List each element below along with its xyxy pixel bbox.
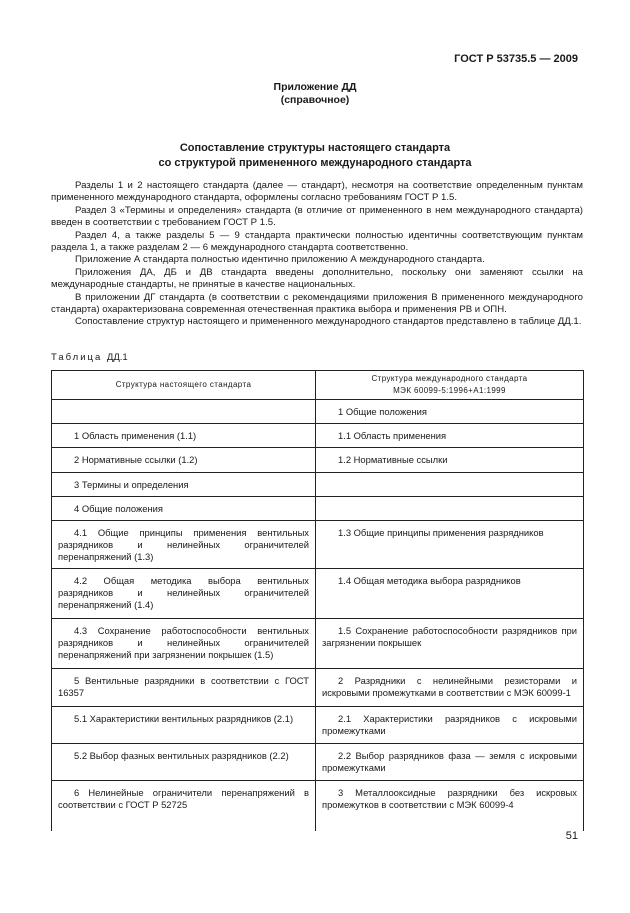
page-number: 51	[565, 830, 578, 842]
paragraph: Приложения ДА, ДБ и ДВ стандарта введены дополнительно, поскольку они заменяют ссылки на международные стандарты, не принятые в качестве национальных.	[51, 266, 583, 291]
appendix-heading	[0, 81, 630, 107]
paragraph: В приложении ДГ стандарта (в соответствии с рекомендациями приложения В примененного международного стандарта) охарактеризована современная отечественная практика выбора и применения РВ и ОПН.	[51, 291, 583, 316]
header-right-line-1: Структура международного стандарта	[371, 374, 528, 383]
cell-left: 4.3 Сохранение работоспособности вентильных разрядников и нелинейных ограничителей перенапряжений при загрязнении покрышек (1.5)	[52, 619, 316, 669]
table-row	[52, 744, 584, 781]
cell-left: 2 Нормативные ссылки (1.2)	[52, 448, 316, 473]
table-row	[52, 400, 584, 424]
cell-right: 1.1 Область применения	[316, 424, 584, 448]
paragraph: Приложение А стандарта полностью идентично приложению А международного стандарта.	[75, 254, 485, 266]
cell-left: 4 Общие положения	[52, 497, 316, 521]
paragraph: Раздел 4, а также разделы 5 — 9 стандарта практически полностью идентичны соответствующим пунктам раздела 1, а также разделам 2 — 6 международного стандарта соответственно.	[51, 229, 583, 254]
table-row	[52, 569, 584, 619]
table-row	[52, 521, 584, 569]
appendix-title: Приложение ДД	[273, 81, 357, 93]
document-header: ГОСТ Р 53735.5 — 2009	[454, 53, 578, 65]
cell-left: 5.2 Выбор фазных вентильных разрядников (2.2)	[52, 744, 316, 781]
cell-left: 5 Вентильные разрядники в соответствии с ГОСТ 16357	[52, 669, 316, 707]
header-right	[316, 371, 584, 400]
table-row	[52, 497, 584, 521]
cell-right: 2 Разрядники с нелинейными резисторами и искровыми промежутками в соответствии с МЭК 60099-1	[316, 669, 584, 707]
table-row	[52, 448, 584, 473]
cell-left: 5.1 Характеристики вентильных разрядников (2.1)	[52, 707, 316, 744]
table-row	[52, 707, 584, 744]
paragraph: Раздел 3 «Термины и определения» стандарта (в отличие от примененного в нем международного стандарта) введен в соответствии с требованием ГОСТ Р 1.5.	[51, 204, 583, 229]
section-title-line-1: Сопоставление структуры настоящего стандарта	[179, 142, 451, 154]
cell-right: 1.3 Общие принципы применения разрядников	[316, 521, 584, 569]
cell-right: 1 Общие положения	[316, 400, 584, 424]
cell-left	[52, 400, 316, 424]
comparison-table	[51, 370, 584, 831]
cell-right: 2.1 Характеристики разрядников с искровыми промежутками	[316, 707, 584, 744]
cell-right: 1.2 Нормативные ссылки	[316, 448, 584, 473]
table-caption	[51, 352, 128, 363]
cell-right: 1.5 Сохранение работоспособности разрядников при загрязнении покрышек	[316, 619, 584, 669]
cell-left: 4.2 Общая методика выбора вентильных разрядников и нелинейных ограничителей перенапряжений (1.4)	[52, 569, 316, 619]
paragraph: Сопоставление структур настоящего и примененного международного стандартов представлено в таблице ДД.1.	[75, 316, 582, 328]
cell-right	[316, 473, 584, 497]
appendix-subtitle: (справочное)	[280, 94, 350, 106]
paragraph: Разделы 1 и 2 настоящего стандарта (далее — стандарт), несмотря на соответствие определенным пунктам примененного международного стандарта, оформлены согласно требованиям ГОСТ Р 1.5.	[51, 180, 583, 204]
cell-right: 3 Металлооксидные разрядники без искровых промежутков в соответствии с МЭК 60099-4	[316, 781, 584, 831]
section-title-line-2: со структурой примененного международного стандарта	[158, 157, 472, 169]
body-text	[51, 180, 583, 329]
table-row	[52, 669, 584, 707]
table-caption-label: Таблица	[51, 352, 103, 363]
table-row	[52, 424, 584, 448]
cell-left: 4.1 Общие принципы применения вентильных разрядников и нелинейных ограничителей перенапряжений (1.3)	[52, 521, 316, 569]
table-row	[52, 619, 584, 669]
header-right-line-2: МЭК 60099-5:1996+А1:1999	[393, 386, 506, 395]
table-header-row	[52, 371, 584, 400]
table-row	[52, 781, 584, 831]
table-row	[52, 473, 584, 497]
cell-right	[316, 497, 584, 521]
cell-left: 6 Нелинейные ограничители перенапряжений в соответствии с ГОСТ Р 52725	[52, 781, 316, 831]
cell-right: 1.4 Общая методика выбора разрядников	[316, 569, 584, 619]
cell-left: 1 Область применения (1.1)	[52, 424, 316, 448]
cell-left: 3 Термины и определения	[52, 473, 316, 497]
table-caption-number: ДД.1	[106, 352, 128, 363]
cell-right: 2.2 Выбор разрядников фаза — земля с искровыми промежутками	[316, 744, 584, 781]
section-title	[0, 141, 630, 171]
header-left: Структура настоящего стандарта	[52, 371, 316, 400]
